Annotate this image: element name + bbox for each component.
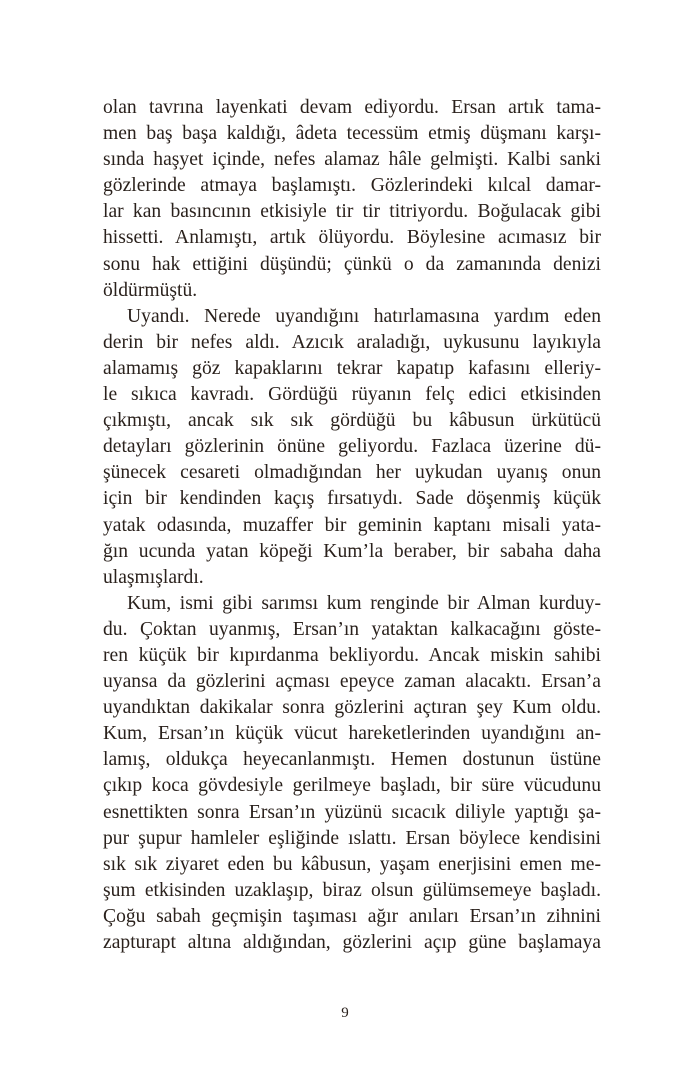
text-line: ulaşmışlardı. [103, 566, 204, 588]
text-line: şum etkisinden uzaklaşıp, biraz olsun gülümsemeye başladı. [103, 879, 601, 901]
text-line: pur şupur hamleler eşliğinde ıslattı. Ersan böylece kendisini [103, 827, 601, 849]
text-line: uyandıktan dakikalar sonra gözlerini açtıran şey Kum oldu. [103, 697, 601, 719]
page-body [103, 95, 601, 956]
paragraph-2 [103, 304, 601, 591]
text-line: lamış, oldukça heyecanlanmıştı. Hemen dostunun üstüne [103, 749, 601, 771]
text-line: sık sık ziyaret eden bu kâbusun, yaşam enerjisini emen me- [103, 853, 601, 875]
text-line: detayları gözlerinin önüne geliyordu. Fazlaca üzerine dü- [103, 436, 601, 458]
text-line: olan tavrına layenkati devam ediyordu. Ersan artık tama- [103, 97, 601, 118]
text-line: le sıkıca kavradı. Gördüğü rüyanın felç edici etkisinden [103, 384, 601, 406]
text-line: için bir kendinden kaçış fırsatıydı. Sade döşenmiş küçük [103, 488, 601, 510]
paragraph-3 [103, 591, 601, 956]
page-number: 9 [341, 1005, 349, 1021]
text-line: gözlerinde atmaya başlamıştı. Gözlerindeki kılcal damar- [103, 175, 601, 197]
text-line: Çoğu sabah geçmişin taşıması ağır anıları Ersan’ın zihnini [103, 905, 601, 927]
text-line: öldürmüştü. [103, 279, 198, 301]
text-line: şünecek cesareti olmadığından her uykudan uyanış onun [103, 462, 601, 484]
text-line: Kum, ismi gibi sarımsı kum renginde bir Alman kurduy- [127, 592, 601, 614]
text-line: zapturapt altına aldığından, gözlerini açıp güne başlamaya [103, 932, 601, 953]
text-line: hissetti. Anlamıştı, artık ölüyordu. Böylesine acımasız bir [103, 227, 601, 249]
text-line: ğın ucunda yatan köpeği Kum’la beraber, bir sabaha daha [103, 540, 601, 562]
text-line: sında haşyet içinde, nefes alamaz hâle gelmişti. Kalbi sanki [103, 149, 601, 171]
text-line: du. Çoktan uyanmış, Ersan’ın yataktan kalkacağını göste- [103, 618, 601, 640]
text-line: ren küçük bir kıpırdanma bekliyordu. Ancak miskin sahibi [103, 644, 601, 666]
text-line: men baş başa kaldığı, âdeta tecessüm etmiş düşmanı karşı- [103, 123, 601, 145]
text-line: derin bir nefes aldı. Azıcık araladığı, uykusunu layıkıyla [103, 331, 601, 353]
paragraph-1 [103, 95, 601, 304]
text-line: Uyandı. Nerede uyandığını hatırlamasına yardım eden [127, 305, 601, 327]
text-line: alamamış göz kapaklarını tekrar kapatıp kafasını elleriy- [103, 357, 601, 379]
text-line: çıkmıştı, ancak sık sık gördüğü bu kâbusun ürkütücü [103, 410, 601, 432]
text-line: esnettikten sonra Ersan’ın yüzünü sıcacık diliyle yaptığı şa- [103, 801, 601, 823]
text-line: sonu hak ettiğini düşündü; çünkü o da zamanında denizi [103, 253, 601, 275]
text-line: uyansa da gözlerini açması epeyce zaman alacaktı. Ersan’a [103, 671, 601, 693]
text-line: lar kan basıncının etkisiyle tir tir titriyordu. Boğulacak gibi [103, 201, 601, 223]
text-line: yatak odasında, muzaffer bir geminin kaptanı misali yata- [103, 514, 601, 536]
text-line: Kum, Ersan’ın küçük vücut hareketlerinden uyandığını an- [103, 723, 601, 745]
text-line: çıkıp koca gövdesiyle gerilmeye başladı, bir süre vücudunu [103, 775, 601, 797]
